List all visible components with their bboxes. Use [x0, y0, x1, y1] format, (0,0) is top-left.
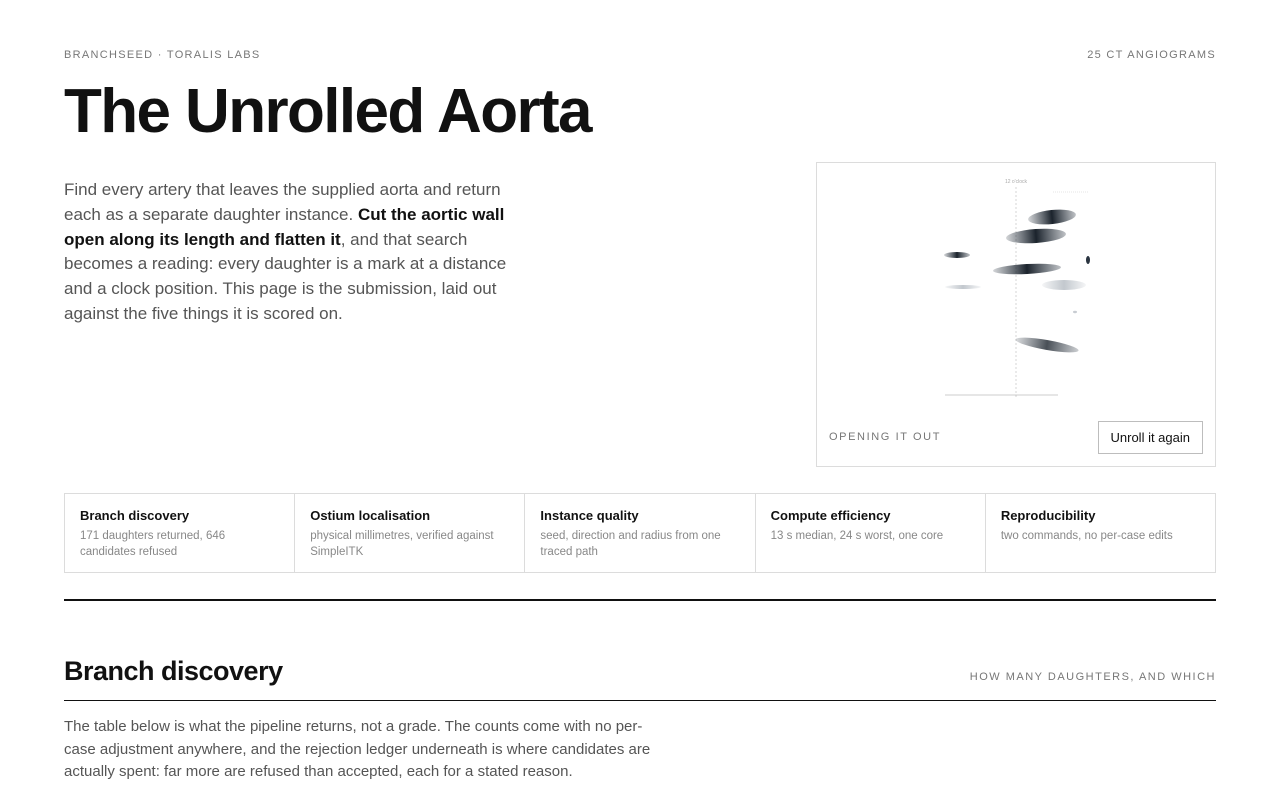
criterion-ostium-localisation	[295, 494, 525, 572]
top-bar	[64, 49, 1216, 61]
criterion-name: Branch discovery	[80, 508, 190, 523]
branch-mark	[1006, 227, 1067, 245]
criterion-desc: physical millimetres, verified against SimpleITK	[310, 530, 494, 558]
criterion-name: Compute efficiency	[770, 508, 891, 523]
unrolled-wall-plot	[817, 163, 1215, 413]
branch-mark	[1086, 256, 1090, 264]
branch-mark	[993, 262, 1061, 276]
criterion-desc: seed, direction and radius from one traced path	[540, 530, 721, 558]
intro-emphasis: Cut the aortic wall open along its length and flatten it	[64, 204, 505, 249]
criteria-strip	[64, 493, 1216, 573]
intro-lead: Find every artery that leaves the supplied aorta and return each as a separate daughter instance.	[64, 180, 501, 224]
intro-tail: , and that search becomes a reading: every daughter is a mark at a distance and a clock position. This page is the submission, laid out against the five things it is scored on.	[64, 229, 507, 323]
branch-mark	[1073, 311, 1077, 313]
unrolled-aorta-figure	[816, 162, 1216, 467]
criterion-instance-quality	[525, 494, 755, 572]
criterion-reproducibility	[986, 494, 1215, 572]
criterion-desc: 13 s median, 24 s worst, one core	[770, 530, 944, 542]
brand-label: BRANCHSEED · TORALIS LABS	[64, 49, 261, 61]
intro-paragraph	[64, 178, 534, 327]
section-body: The table below is what the pipeline returns, not a grade. The counts come with no per-case adjustment anywhere, and the rejection ledger underneath is where candidates are actually spent: far more are refused than accepted, each for a stated reason.	[64, 718, 651, 780]
section-kicker: HOW MANY DAUGHTERS, AND WHICH	[969, 671, 1216, 683]
branch-mark	[945, 285, 981, 289]
section-rule	[64, 700, 1216, 701]
section-divider	[64, 599, 1216, 601]
unroll-again-button[interactable]: Unroll it again	[1098, 421, 1204, 454]
figure-caption: OPENING IT OUT	[829, 431, 942, 443]
criterion-name: Reproducibility	[1000, 508, 1096, 523]
dataset-label: 25 CT ANGIOGRAMS	[1087, 49, 1216, 61]
branch-mark	[1027, 208, 1076, 227]
section-title: Branch discovery	[64, 656, 283, 686]
criterion-name: Instance quality	[540, 508, 639, 523]
clock-top-label: 12 o'clock	[1004, 179, 1028, 185]
branch-mark	[944, 252, 970, 258]
criterion-desc: 171 daughters returned, 646 candidates refused	[80, 530, 226, 558]
branch-mark	[1015, 335, 1080, 356]
criterion-branch-discovery	[65, 494, 295, 572]
criterion-desc: two commands, no per-case edits	[1000, 530, 1173, 542]
page-title: The Unrolled Aorta	[64, 77, 591, 146]
criterion-name: Ostium localisation	[310, 508, 431, 523]
branch-mark	[1042, 280, 1086, 290]
section-header	[64, 656, 1216, 687]
criterion-compute-efficiency	[756, 494, 986, 572]
